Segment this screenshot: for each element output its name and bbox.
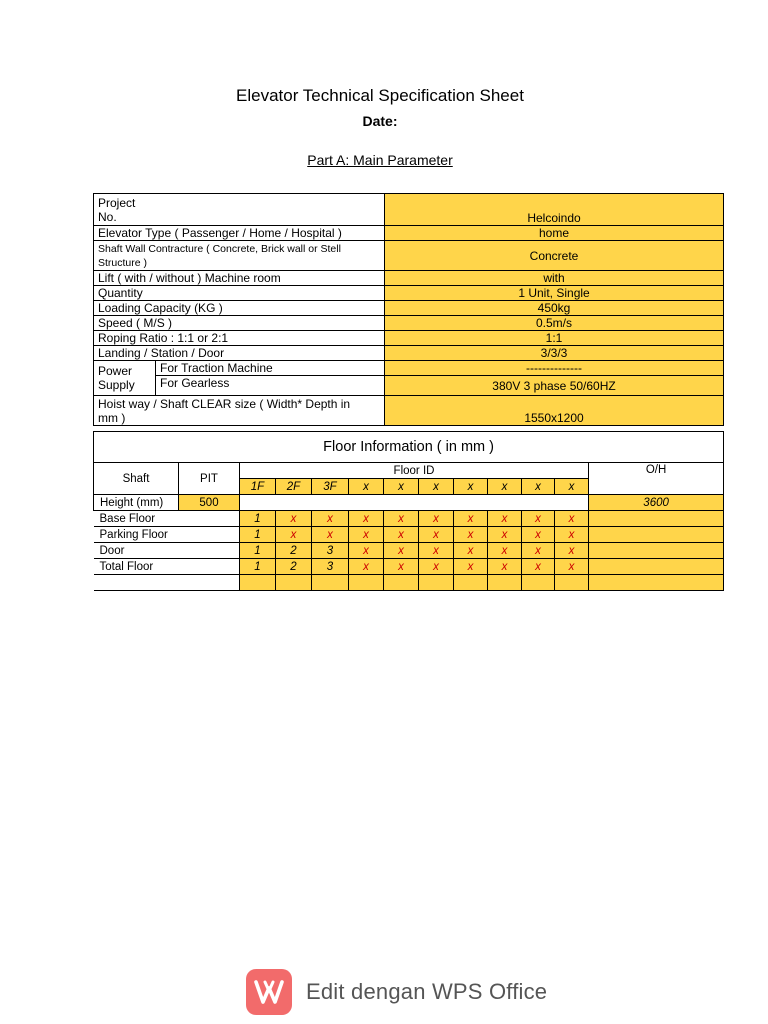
floor-cell: x bbox=[555, 511, 589, 527]
floor-cell: 3 bbox=[312, 543, 349, 559]
blank-cell bbox=[419, 575, 454, 591]
shaft-wall-label: Shaft Wall Contracture ( Concrete, Brick wall or Stell Structure ) bbox=[94, 241, 385, 271]
table-row bbox=[94, 241, 724, 271]
blank-cell bbox=[555, 495, 589, 511]
gearless-label: For Gearless bbox=[156, 376, 385, 396]
floor-id-cell: x bbox=[488, 479, 522, 495]
sheet-title: Elevator Technical Specification Sheet bbox=[236, 86, 524, 105]
floor-cell: x bbox=[555, 559, 589, 575]
floor-id-cell: 1F bbox=[240, 479, 276, 495]
floor-cell: x bbox=[488, 511, 522, 527]
table-row bbox=[94, 226, 724, 241]
blank-cell bbox=[488, 495, 522, 511]
part-a-title: Part A: Main Parameter bbox=[307, 152, 453, 168]
table-row bbox=[94, 495, 724, 511]
blank-cell bbox=[555, 575, 589, 591]
table-row bbox=[94, 432, 724, 463]
floor-cell: 1 bbox=[240, 559, 276, 575]
floor-cell: x bbox=[522, 559, 555, 575]
project-value: Helcoindo bbox=[385, 194, 724, 226]
blank-cell bbox=[384, 575, 419, 591]
floor-cell: x bbox=[276, 511, 312, 527]
table-row bbox=[94, 286, 724, 301]
height-label: Height (mm) bbox=[94, 495, 179, 511]
floor-id-cell: x bbox=[522, 479, 555, 495]
pit-header: PIT bbox=[179, 463, 240, 495]
hoist-way-value: 1550x1200 bbox=[385, 396, 724, 426]
table-row bbox=[94, 559, 724, 575]
floor-cell: x bbox=[419, 559, 454, 575]
speed-label: Speed ( M/S ) bbox=[94, 316, 385, 331]
total-floor-label: Total Floor bbox=[94, 559, 240, 575]
blank-cell bbox=[522, 495, 555, 511]
floor-cell: x bbox=[488, 543, 522, 559]
table-row bbox=[94, 376, 724, 396]
floor-cell: x bbox=[384, 527, 419, 543]
floor-cell: x bbox=[349, 559, 384, 575]
table-row bbox=[94, 527, 724, 543]
blank-cell bbox=[589, 559, 724, 575]
elevator-type-label: Elevator Type ( Passenger / Home / Hospital ) bbox=[94, 226, 385, 241]
table-row bbox=[94, 301, 724, 316]
blank-cell bbox=[349, 495, 384, 511]
floor-cell: x bbox=[522, 527, 555, 543]
table-row bbox=[94, 543, 724, 559]
floor-cell: x bbox=[419, 511, 454, 527]
table-row bbox=[94, 463, 724, 479]
floor-cell: x bbox=[454, 511, 488, 527]
floor-cell: x bbox=[384, 559, 419, 575]
blank-cell bbox=[276, 495, 312, 511]
table-row bbox=[94, 575, 724, 591]
blank-cell bbox=[589, 511, 724, 527]
floor-cell: 1 bbox=[240, 543, 276, 559]
floor-cell: x bbox=[349, 527, 384, 543]
floor-id-cell: 3F bbox=[312, 479, 349, 495]
roping-ratio-value: 1:1 bbox=[385, 331, 724, 346]
blank-cell bbox=[276, 575, 312, 591]
floor-cell: 3 bbox=[312, 559, 349, 575]
floor-cell: x bbox=[349, 543, 384, 559]
blank-cell bbox=[488, 575, 522, 591]
blank-cell bbox=[240, 575, 276, 591]
floor-id-cell: x bbox=[384, 479, 419, 495]
table-row bbox=[94, 316, 724, 331]
floor-cell: 1 bbox=[240, 527, 276, 543]
floor-id-cell: 2F bbox=[276, 479, 312, 495]
floor-cell: x bbox=[312, 527, 349, 543]
pit-value: 500 bbox=[179, 495, 240, 511]
floor-cell: x bbox=[488, 527, 522, 543]
floor-cell: 1 bbox=[240, 511, 276, 527]
floor-info-title: Floor Information ( in mm ) bbox=[94, 432, 724, 463]
speed-value: 0.5m/s bbox=[385, 316, 724, 331]
parking-floor-label: Parking Floor bbox=[94, 527, 240, 543]
quantity-label: Quantity bbox=[94, 286, 385, 301]
blank-cell bbox=[240, 495, 276, 511]
floor-id-cell: x bbox=[555, 479, 589, 495]
loading-capacity-value: 450kg bbox=[385, 301, 724, 316]
floor-cell: x bbox=[522, 511, 555, 527]
floor-cell: x bbox=[454, 559, 488, 575]
floor-cell: x bbox=[555, 527, 589, 543]
edit-with-wps-text[interactable]: Edit dengan WPS Office bbox=[306, 979, 548, 1004]
landing-label: Landing / Station / Door bbox=[94, 346, 385, 361]
blank-cell bbox=[312, 495, 349, 511]
blank-cell bbox=[454, 495, 488, 511]
floor-cell: x bbox=[276, 527, 312, 543]
floor-cell: x bbox=[488, 559, 522, 575]
table-row bbox=[94, 511, 724, 527]
blank-cell bbox=[522, 575, 555, 591]
landing-value: 3/3/3 bbox=[385, 346, 724, 361]
lift-label: Lift ( with / without ) Machine room bbox=[94, 271, 385, 286]
table-row bbox=[94, 331, 724, 346]
blank-label bbox=[94, 575, 240, 591]
floor-cell: x bbox=[384, 543, 419, 559]
shaft-header: Shaft bbox=[94, 463, 179, 495]
elevator-type-value: home bbox=[385, 226, 724, 241]
table-row bbox=[94, 361, 724, 376]
quantity-value: 1 Unit, Single bbox=[385, 286, 724, 301]
floor-id-cell: x bbox=[349, 479, 384, 495]
floor-cell: x bbox=[522, 543, 555, 559]
blank-cell bbox=[419, 495, 454, 511]
floor-id-header: Floor ID bbox=[240, 463, 589, 479]
oh-header: O/H bbox=[589, 463, 724, 495]
floor-cell: x bbox=[555, 543, 589, 559]
date-label: Date: bbox=[362, 113, 398, 129]
floor-id-cell: x bbox=[454, 479, 488, 495]
floor-cell: x bbox=[312, 511, 349, 527]
hoist-way-label: Hoist way / Shaft CLEAR size ( Width* Depth in mm ) bbox=[94, 396, 385, 426]
oh-value: 3600 bbox=[589, 495, 724, 511]
traction-value: -------------- bbox=[385, 361, 724, 376]
power-supply-label: Power Supply bbox=[94, 361, 156, 396]
project-label: Project No. bbox=[94, 194, 385, 226]
floor-information-table bbox=[93, 431, 724, 591]
floor-cell: x bbox=[419, 527, 454, 543]
table-row bbox=[94, 396, 724, 426]
main-parameter-table bbox=[93, 193, 724, 426]
blank-cell bbox=[589, 527, 724, 543]
blank-cell bbox=[589, 543, 724, 559]
floor-cell: 2 bbox=[276, 543, 312, 559]
table-row bbox=[94, 346, 724, 361]
floor-cell: x bbox=[349, 511, 384, 527]
floor-cell: x bbox=[419, 543, 454, 559]
traction-label: For Traction Machine bbox=[156, 361, 385, 376]
table-row bbox=[94, 271, 724, 286]
base-floor-label: Base Floor bbox=[94, 511, 240, 527]
blank-cell bbox=[454, 575, 488, 591]
loading-capacity-label: Loading Capacity (KG ) bbox=[94, 301, 385, 316]
blank-cell bbox=[384, 495, 419, 511]
blank-cell bbox=[589, 575, 724, 591]
lift-value: with bbox=[385, 271, 724, 286]
edit-with-wps-banner[interactable] bbox=[246, 969, 547, 1015]
floor-cell: x bbox=[454, 543, 488, 559]
floor-cell: 2 bbox=[276, 559, 312, 575]
door-label: Door bbox=[94, 543, 240, 559]
blank-cell bbox=[312, 575, 349, 591]
wps-logo-icon bbox=[246, 969, 292, 1015]
table-row bbox=[94, 194, 724, 226]
blank-cell bbox=[349, 575, 384, 591]
floor-cell: x bbox=[384, 511, 419, 527]
floor-id-cell: x bbox=[419, 479, 454, 495]
floor-cell: x bbox=[454, 527, 488, 543]
shaft-wall-value: Concrete bbox=[385, 241, 724, 271]
roping-ratio-label: Roping Ratio : 1:1 or 2:1 bbox=[94, 331, 385, 346]
gearless-value: 380V 3 phase 50/60HZ bbox=[385, 376, 724, 396]
